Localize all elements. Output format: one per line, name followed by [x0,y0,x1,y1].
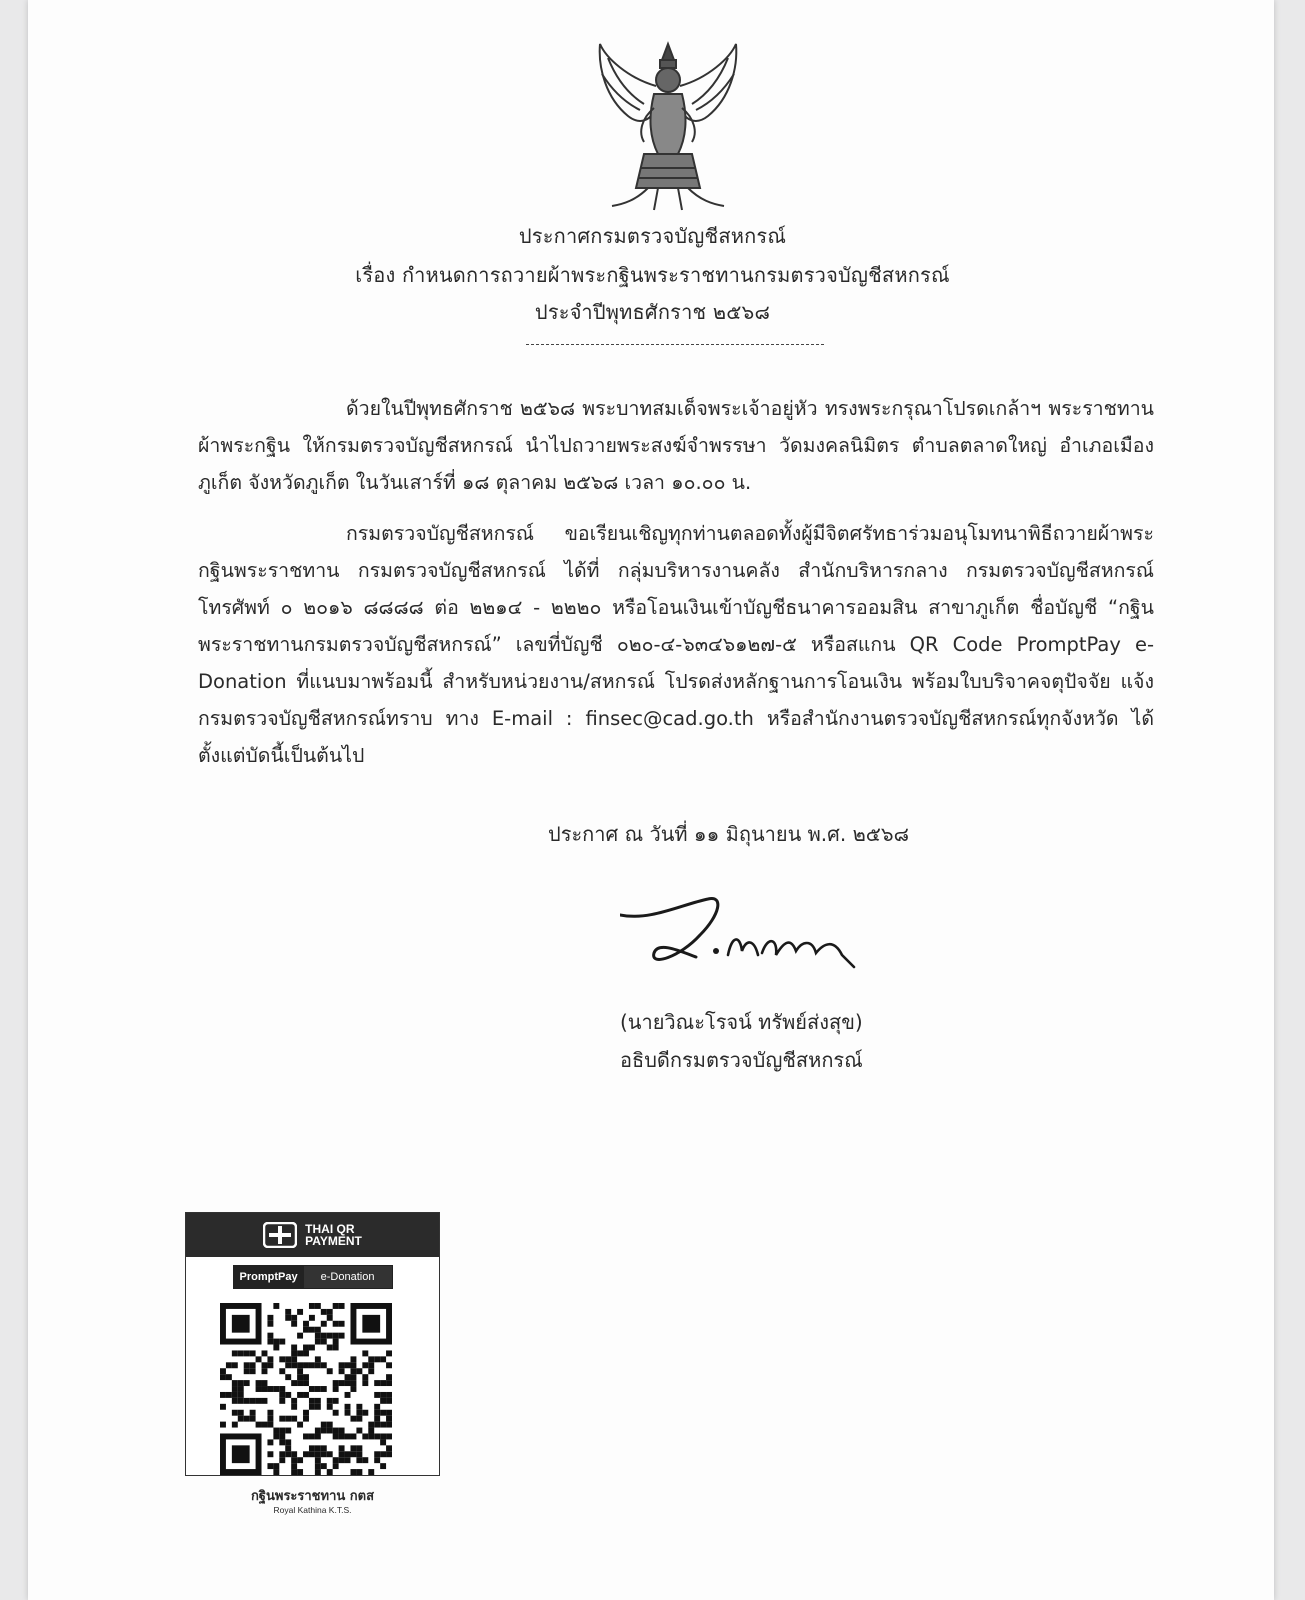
signer-name: (นายวิณะโรจน์ ทรัพย์ส่งสุข) [620,1010,863,1034]
garuda-emblem-icon [588,38,748,218]
divider [526,344,824,345]
qr-payment-card [185,1212,440,1515]
promptpay-badge [233,1265,393,1289]
promptpay-label: PromptPay [234,1266,304,1288]
thai-qr-logo-icon [263,1222,297,1248]
qr-caption: กฐินพระราชทาน กตส [250,1489,375,1504]
qr-code[interactable] [220,1303,392,1475]
body-paragraph-1: ด้วยในปีพุทธศักราช ๒๕๖๘ พระบาทสมเด็จพระเจ้าอยู่หัว ทรงพระกรุณาโปรดเกล้าฯ พระราชทานผ้าพระกฐิน ให้กรมตรวจบัญชีสหกรณ์ นำไปถวายพระสงฆ์จำพรรษา วัดมงคลนิมิตร ตำบลตลาดใหญ่ อำเภอเมืองภูเก็ต จังหวัดภูเก็ต ในวันเสาร์ที่ ๑๘ ตุลาคม ๒๕๖๘ เวลา ๑๐.๐๐ น. [198,397,1154,494]
announcement-subject: เรื่อง กำหนดการถวายผ้าพระกฐินพระราชทานกรมตรวจบัญชีสหกรณ์ [355,263,950,287]
edonation-label: e-Donation [304,1266,392,1288]
qr-card-header [186,1213,439,1257]
signer-title: อธิบดีกรมตรวจบัญชีสหกรณ์ [620,1048,863,1072]
announcement-date: ประกาศ ณ วันที่ ๑๑ มิถุนายน พ.ศ. ๒๕๖๘ [548,822,910,846]
qr-sub-caption: Royal Kathina K.T.S. [273,1505,352,1515]
announcement-year: ประจำปีพุทธศักราช ๒๕๖๘ [534,300,771,324]
announcement-title: ประกาศกรมตรวจบัญชีสหกรณ์ [518,224,787,248]
qr-header-text: THAI QR PAYMENT [305,1222,362,1248]
signature [620,895,880,995]
body-paragraph-2: กรมตรวจบัญชีสหกรณ์ ขอเรียนเชิญทุกท่านตลอดทั้งผู้มีจิตศรัทธาร่วมอนุโมทนาพิธีถวายผ้าพระกฐินพระราชทาน กรมตรวจบัญชีสหกรณ์ ได้ที่ กลุ่มบริหารงานคลัง สำนักบริหารกลาง กรมตรวจบัญชีสหกรณ์ โทรศัพท์ ๐ ๒๐๑๖ ๘๘๘๘ ต่อ ๒๒๑๔ - ๒๒๒๐ หรือโอนเงินเข้าบัญชีธนาคารออมสิน สาขาภูเก็ต ชื่อบัญชี “กฐินพระราชทานกรมตรวจบัญชีสหกรณ์” เลขที่บัญชี ๐๒๐-๔-๖๓๔๖๑๒๗-๕ หรือสแกน QR Code PromptPay e-Donation ที่แนบมาพร้อมนี้ สำหรับหน่วยงาน/สหกรณ์ โปรดส่งหลักฐานการโอนเงิน พร้อมใบบริจาคจตุปัจจัย แจ้งกรมตรวจบัญชีสหกรณ์ทราบ ทาง E-mail : finsec@cad.go.th หรือสำนักงานตรวจบัญชีสหกรณ์ทุกจังหวัด ได้ตั้งแต่บัดนี้เป็นต้นไป [198,522,1154,767]
